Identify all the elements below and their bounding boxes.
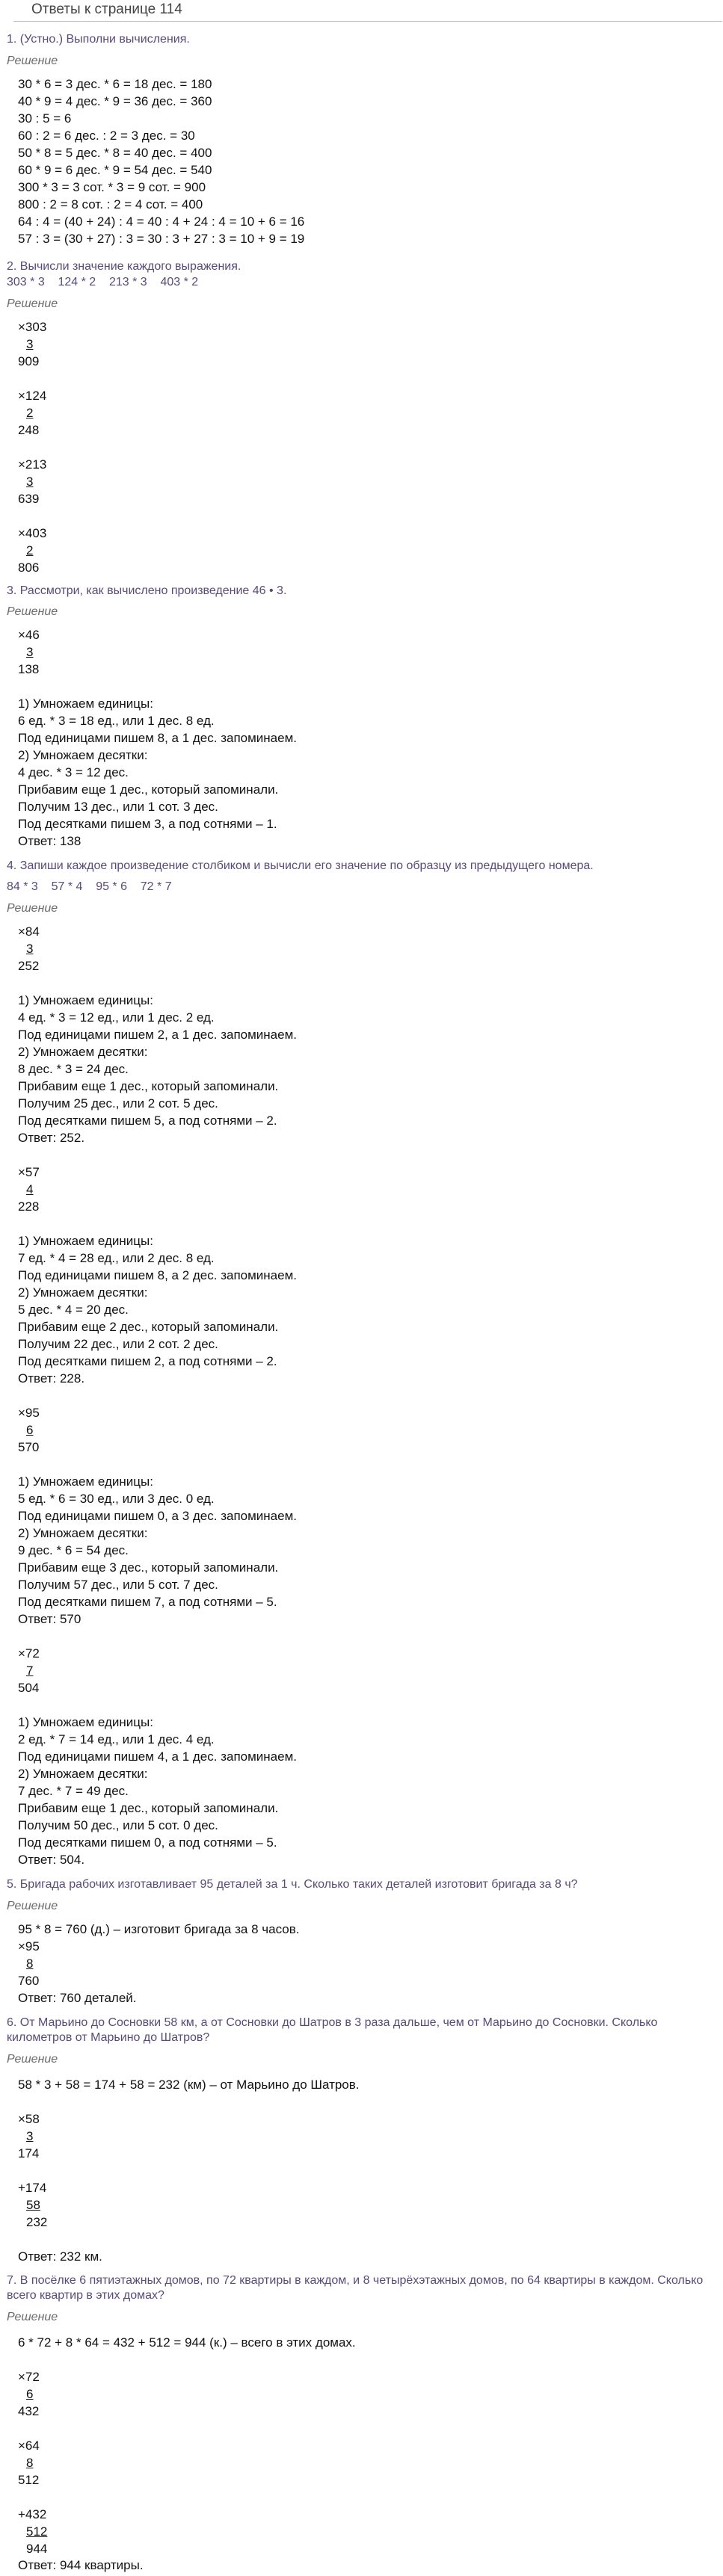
column-result: 252: [18, 959, 40, 973]
step-line: Прибавим еще 1 дес., который запоминали.: [18, 1079, 279, 1093]
step-line: Под десятками пишем 0, а под сотнями – 5.: [18, 1835, 277, 1850]
solution-label: Решение: [7, 2311, 58, 2323]
step-line: 1) Умножаем единицы:: [18, 1474, 153, 1489]
solution-label: Решение: [7, 297, 58, 310]
step-line: 1) Умножаем единицы:: [18, 696, 153, 711]
column-multiplicand: ×124: [18, 389, 47, 403]
column-addend: 58: [26, 2198, 40, 2212]
column-multiplicand: ×403: [18, 526, 47, 540]
step-line: 9 дес. * 6 = 54 дес.: [18, 1543, 129, 1557]
calc-line: 40 * 9 = 4 дес. * 9 = 36 дес. = 360: [18, 94, 212, 108]
column-result: 639: [18, 492, 40, 506]
column-result: 504: [18, 1681, 40, 1695]
column-result: 138: [18, 662, 40, 676]
column-result: 232: [26, 2215, 48, 2229]
column-multiplier: 4: [26, 1182, 34, 1196]
column-multiplicand: ×303: [18, 320, 47, 334]
column-multiplicand: ×84: [18, 924, 40, 939]
step-line: 8 дес. * 3 = 24 дес.: [18, 1062, 129, 1076]
solution-expression: 58 * 3 + 58 = 174 + 58 = 232 (км) – от Марьино до Шатров.: [18, 2078, 360, 2092]
column-result: 570: [18, 1440, 40, 1454]
column-multiplier: 3: [26, 645, 34, 659]
column-multiplier: 8: [26, 1956, 34, 1971]
solution-label: Решение: [7, 55, 58, 67]
step-line: Под единицами пишем 8, а 1 дес. запоминаем.: [18, 731, 298, 745]
solution-label: Решение: [7, 605, 58, 618]
solution-expression: 95 * 8 = 760 (д.) – изготовит бригада за 8 часов.: [18, 1922, 300, 1936]
step-line: Получим 57 дес., или 5 сот. 7 дес.: [18, 1578, 218, 1592]
step-line: Под десятками пишем 5, а под сотнями – 2.: [18, 1114, 277, 1128]
step-line: Получим 50 дес., или 5 сот. 0 дес.: [18, 1818, 218, 1832]
solution-label: Решение: [7, 2053, 58, 2066]
step-line: 2) Умножаем десятки:: [18, 1767, 148, 1781]
column-result: 806: [18, 560, 40, 575]
step-line: Под единицами пишем 4, а 1 дес. запоминаем.: [18, 1749, 298, 1764]
calc-line: 50 * 8 = 5 дес. * 8 = 40 дес. = 400: [18, 146, 212, 160]
column-result: 174: [18, 2146, 40, 2160]
step-line: 2) Умножаем десятки:: [18, 748, 148, 762]
step-line: 2) Умножаем десятки:: [18, 1285, 148, 1300]
column-result: 760: [18, 1974, 40, 1988]
step-line: 2) Умножаем десятки:: [18, 1045, 148, 1059]
step-line: Получим 22 дес., или 2 сот. 2 дес.: [18, 1337, 218, 1351]
task-4-expressions: 84 * 3 57 * 4 95 * 6 72 * 7: [7, 880, 172, 893]
step-line: Под десятками пишем 7, а под сотнями – 5.: [18, 1595, 277, 1609]
step-line: 7 дес. * 7 = 49 дес.: [18, 1784, 129, 1798]
answer-line: Ответ: 252.: [18, 1131, 85, 1145]
step-line: Под десятками пишем 3, а под сотнями – 1.: [18, 817, 277, 831]
column-multiplicand: ×213: [18, 457, 47, 472]
answer-line: Ответ: 138: [18, 834, 81, 848]
answer-line: Ответ: 760 деталей.: [18, 1991, 137, 2005]
column-multiplicand: ×72: [18, 2370, 40, 2384]
answer-line: Ответ: 232 км.: [18, 2249, 102, 2264]
task-3-question: 3. Рассмотри, как вычислено произведение 46 • 3.: [7, 584, 287, 597]
column-result: 512: [18, 2473, 40, 2487]
step-line: Получим 13 дес., или 1 сот. 3 дес.: [18, 800, 218, 814]
step-line: 5 ед. * 6 = 30 ед., или 3 дес. 0 ед.: [18, 1492, 215, 1506]
column-multiplicand: ×72: [18, 1646, 40, 1661]
column-addend: +432: [18, 2507, 47, 2521]
step-line: Прибавим еще 1 дес., который запоминали.: [18, 1801, 279, 1815]
calc-line: 64 : 4 = (40 + 24) : 4 = 40 : 4 + 24 : 4 = 10 + 6 = 16: [18, 214, 305, 229]
column-result: 248: [18, 423, 40, 437]
step-line: 6 ед. * 3 = 18 ед., или 1 дес. 8 ед.: [18, 714, 215, 728]
column-multiplicand: ×95: [18, 1406, 40, 1420]
answer-line: Ответ: 944 квартиры.: [18, 2558, 144, 2572]
column-multiplier: 6: [26, 2387, 34, 2401]
column-multiplicand: ×46: [18, 628, 40, 642]
task-6-question: километров от Марьино до Шатров?: [7, 2031, 210, 2044]
column-addend: 512: [26, 2524, 48, 2539]
column-multiplicand: ×64: [18, 2438, 40, 2453]
column-addend: +174: [18, 2181, 47, 2195]
solution-label: Решение: [7, 1900, 58, 1912]
calc-line: 800 : 2 = 8 сот. : 2 = 4 сот. = 400: [18, 197, 203, 211]
column-multiplier: 3: [26, 337, 34, 351]
step-line: Получим 25 дес., или 2 сот. 5 дес.: [18, 1096, 218, 1111]
step-line: 5 дес. * 4 = 20 дес.: [18, 1303, 129, 1317]
answer-line: Ответ: 570: [18, 1612, 81, 1626]
page-title: Ответы к странице 114: [31, 1, 182, 17]
column-multiplier: 6: [26, 1423, 34, 1437]
task-4-question: 4. Запиши каждое произведение столбиком и вычисли его значение по образцу из предыдущего номера.: [7, 859, 594, 872]
step-line: 2 ед. * 7 = 14 ед., или 1 дес. 4 ед.: [18, 1732, 215, 1746]
column-multiplier: 7: [26, 1664, 34, 1678]
column-result: 944: [26, 2542, 48, 2556]
task-2-expressions: 303 * 3 124 * 2 213 * 3 403 * 2: [7, 276, 199, 288]
column-multiplier: 2: [26, 543, 34, 557]
step-line: Прибавим еще 3 дес., который запоминали.: [18, 1560, 279, 1575]
column-multiplier: 3: [26, 2129, 34, 2143]
task-7-question: 7. В посёлке 6 пятиэтажных домов, по 72 квартиры в каждом, и 8 четырёхэтажных домов, по 64 квартиры в каждом. Сколько: [7, 2274, 704, 2287]
task-7-question: всего квартир в этих домах?: [7, 2289, 164, 2302]
step-line: Под единицами пишем 8, а 2 дес. запоминаем.: [18, 1268, 298, 1282]
calc-line: 300 * 3 = 3 сот. * 3 = 9 сот. = 900: [18, 180, 206, 194]
step-line: 7 ед. * 4 = 28 ед., или 2 дес. 8 ед.: [18, 1251, 215, 1265]
calc-line: 30 * 6 = 3 дес. * 6 = 18 дес. = 180: [18, 77, 212, 91]
answer-line: Ответ: 504.: [18, 1853, 85, 1867]
step-line: 4 дес. * 3 = 12 дес.: [18, 765, 129, 779]
step-line: Под единицами пишем 0, а 3 дес. запоминаем.: [18, 1509, 298, 1523]
calc-line: 57 : 3 = (30 + 27) : 3 = 30 : 3 + 27 : 3 = 10 + 9 = 19: [18, 232, 305, 246]
step-line: Прибавим еще 1 дес., который запоминали.: [18, 782, 279, 797]
task-2-question: 2. Вычисли значение каждого выражения.: [7, 260, 241, 273]
column-multiplier: 8: [26, 2456, 34, 2470]
task-1-question: 1. (Устно.) Выполни вычисления.: [7, 33, 190, 46]
column-multiplier: 3: [26, 475, 34, 489]
step-line: Под десятками пишем 2, а под сотнями – 2.: [18, 1354, 277, 1368]
calc-line: 30 : 5 = 6: [18, 111, 72, 126]
column-multiplier: 2: [26, 406, 34, 420]
title-divider: [13, 21, 722, 22]
solution-expression: 6 * 72 + 8 * 64 = 432 + 512 = 944 (к.) – всего в этих домах.: [18, 2335, 356, 2350]
column-multiplicand: ×57: [18, 1165, 40, 1179]
step-line: 1) Умножаем единицы:: [18, 1715, 153, 1729]
task-5-question: 5. Бригада рабочих изготавливает 95 деталей за 1 ч. Сколько таких деталей изготовит бригада за 8 ч?: [7, 1878, 578, 1891]
step-line: Прибавим еще 2 дес., который запоминали.: [18, 1320, 279, 1334]
column-result: 228: [18, 1199, 40, 1214]
calc-line: 60 : 2 = 6 дес. : 2 = 3 дес. = 30: [18, 129, 195, 143]
answer-line: Ответ: 228.: [18, 1371, 85, 1386]
step-line: 1) Умножаем единицы:: [18, 1234, 153, 1248]
column-result: 909: [18, 354, 40, 368]
column-multiplicand: ×95: [18, 1939, 40, 1953]
step-line: 4 ед. * 3 = 12 ед., или 1 дес. 2 ед.: [18, 1010, 215, 1025]
column-multiplicand: ×58: [18, 2112, 40, 2126]
column-multiplier: 3: [26, 942, 34, 956]
step-line: Под единицами пишем 2, а 1 дес. запоминаем.: [18, 1028, 298, 1042]
column-result: 432: [18, 2404, 40, 2418]
task-6-question: 6. От Марьино до Сосновки 58 км, а от Сосновки до Шатров в 3 раза дальше, чем от Марьино до Сосновки. Сколько: [7, 2016, 658, 2029]
calc-line: 60 * 9 = 6 дес. * 9 = 54 дес. = 540: [18, 163, 212, 177]
step-line: 1) Умножаем единицы:: [18, 993, 153, 1007]
solution-label: Решение: [7, 902, 58, 915]
step-line: 2) Умножаем десятки:: [18, 1526, 148, 1540]
